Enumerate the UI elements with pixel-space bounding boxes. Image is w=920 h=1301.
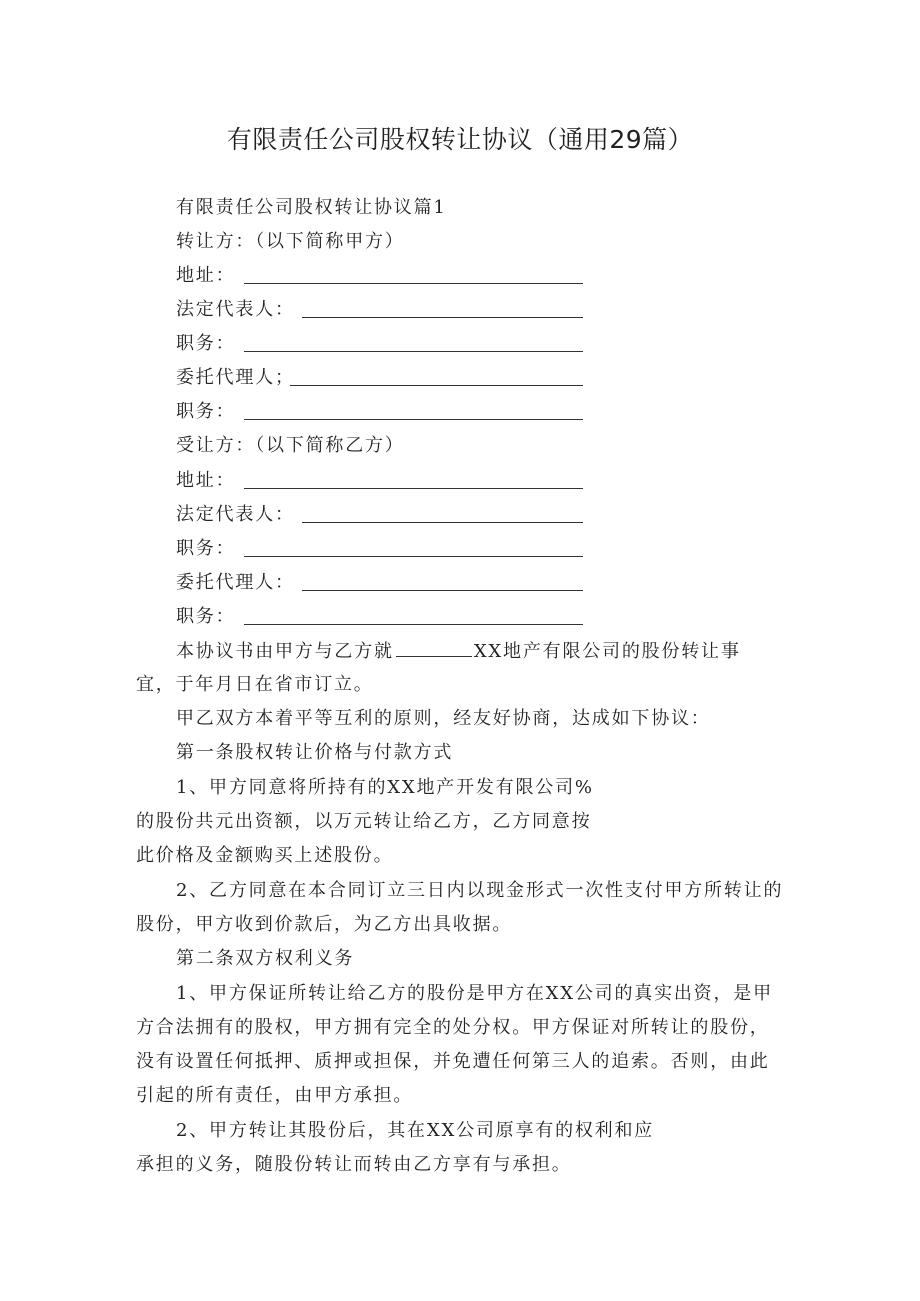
intro-suffix: XX地产有限公司的股份转让事 xyxy=(473,641,741,662)
party-a-address-label: 地址： xyxy=(176,265,236,286)
article-2-clause-1-line-3: 没有设置任何抵押、质押或担保，并免遭任何第三人的追索。否则，由此 xyxy=(136,1051,770,1072)
party-b-address-label: 地址： xyxy=(176,470,236,491)
party-a-address-blank[interactable] xyxy=(244,283,583,284)
party-b-agent-position-label: 职务： xyxy=(176,606,236,627)
party-a-legal-rep-blank[interactable] xyxy=(302,317,583,318)
article-2-heading: 第二条双方权利义务 xyxy=(176,948,355,969)
agreement-intent: 甲乙双方本着平等互利的原则，经友好协商，达成如下协议： xyxy=(176,708,711,729)
article-1-heading: 第一条股权转让价格与付款方式 xyxy=(176,742,454,763)
party-a-agent-position-blank[interactable] xyxy=(244,419,583,420)
party-a-agent-label: 委托代理人； xyxy=(176,367,295,388)
article-1-clause-1-line-1: 1、甲方同意将所持有的XX地产开发有限公司% xyxy=(176,777,594,798)
article-1-clause-1-line-2: 的股份共元出资额，以万元转让给乙方，乙方同意按 xyxy=(136,811,592,832)
party-b-heading: 受让方：（以下简称乙方） xyxy=(176,435,405,456)
party-b-legal-rep-blank[interactable] xyxy=(302,522,583,523)
document-title: 有限责任公司股权转让协议（通用29篇） xyxy=(226,125,694,154)
party-b-legal-rep-label: 法定代表人： xyxy=(176,504,295,525)
party-a-position-blank[interactable] xyxy=(244,351,583,352)
party-a-legal-rep-label: 法定代表人： xyxy=(176,299,295,320)
party-a-agent-position-label: 职务： xyxy=(176,401,236,422)
party-a-agent-blank[interactable] xyxy=(290,385,583,386)
party-b-agent-label: 委托代理人： xyxy=(176,572,295,593)
company-blank[interactable] xyxy=(396,640,472,657)
intro-line-2: 宜，于年月日在省市订立。 xyxy=(136,674,374,695)
section-heading: 有限责任公司股权转让协议篇1 xyxy=(176,197,447,218)
party-a-heading: 转让方：（以下简称甲方） xyxy=(176,231,405,252)
intro-prefix: 本协议书由甲方与乙方就 xyxy=(176,641,394,662)
party-b-address-blank[interactable] xyxy=(244,488,583,489)
party-b-agent-position-blank[interactable] xyxy=(244,624,583,625)
article-2-clause-1-line-1: 1、甲方保证所转让给乙方的股份是甲方在XX公司的真实出资，是甲 xyxy=(176,983,773,1004)
article-2-clause-2-line-2: 承担的义务，随股份转让而转由乙方享有与承担。 xyxy=(136,1154,572,1175)
article-2-clause-2-line-1: 2、甲方转让其股份后，其在XX公司原享有的权利和应 xyxy=(176,1120,655,1141)
article-2-clause-1-line-4: 引起的所有责任，由甲方承担。 xyxy=(136,1085,414,1106)
party-b-position-label: 职务： xyxy=(176,538,236,559)
article-1-clause-2-line-1: 2、乙方同意在本合同订立三日内以现金形式一次性支付甲方所转让的 xyxy=(176,880,784,901)
article-2-clause-1-line-2: 方合法拥有的股权，甲方拥有完全的处分权。甲方保证对所转让的股份， xyxy=(136,1017,770,1038)
party-b-agent-blank[interactable] xyxy=(302,590,583,591)
article-1-clause-2-line-2: 股份，甲方收到价款后，为乙方出具收据。 xyxy=(136,914,513,935)
party-b-position-blank[interactable] xyxy=(244,556,583,557)
party-a-position-label: 职务： xyxy=(176,333,236,354)
article-1-clause-1-line-3: 此价格及金额购买上述股份。 xyxy=(136,845,394,866)
intro-line-1 xyxy=(176,640,741,663)
